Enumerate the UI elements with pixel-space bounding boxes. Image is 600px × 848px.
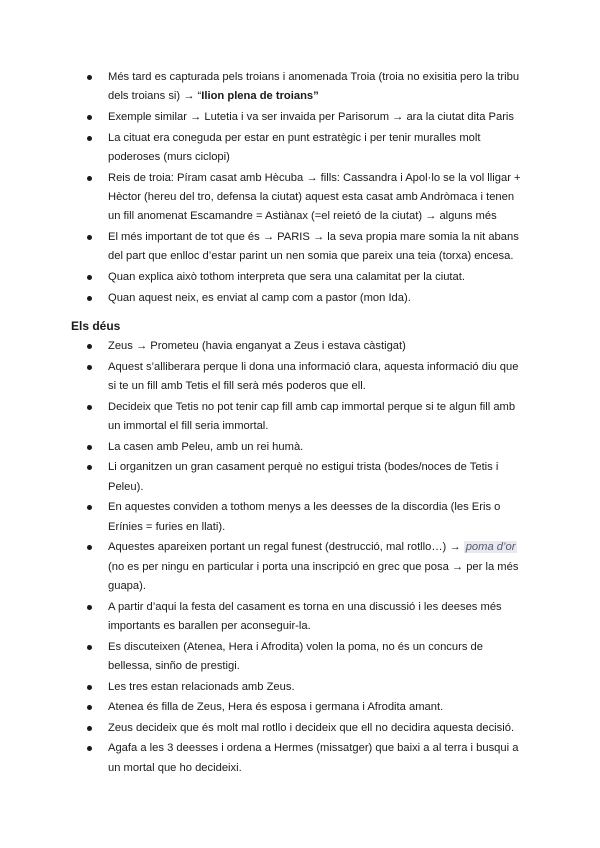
bullet-icon — [87, 344, 92, 349]
item-text: Les tres estan relacionads amb Zeus. — [108, 680, 295, 693]
list-item — [0, 268, 600, 287]
list-item — [0, 337, 600, 356]
list-item — [0, 129, 600, 168]
bullet-icon — [87, 136, 92, 141]
bullet-list-troia — [0, 68, 600, 309]
item-text: Quan explica això tothom interpreta que sera una calamitat per la ciutat. — [108, 271, 465, 283]
bullet-icon — [87, 505, 92, 510]
item-text: La cituat era coneguda per estar en punt estratègic i per tenir muralles molt poderoses (murs ciclopi) — [108, 131, 481, 163]
item-text: Zeus decideix que és molt mal rotllo i decideix que ell no decidira aquesta decisió. — [108, 721, 515, 734]
bullet-icon — [87, 176, 92, 181]
item-text: La casen amb Peleu, amb un rei humà. — [108, 440, 304, 453]
bullet-icon — [87, 75, 92, 80]
list-item — [0, 358, 600, 397]
list-item — [0, 289, 600, 308]
list-item — [0, 598, 600, 637]
item-text: Zeus → Prometeu (havia enganyat a Zeus i estava càstigat) — [108, 340, 406, 352]
section-heading: Els déus — [71, 319, 121, 333]
bullet-icon — [87, 465, 92, 470]
list-item — [0, 638, 600, 677]
list-item — [0, 108, 600, 127]
list-item — [0, 698, 600, 717]
item-text: Exemple similar → Lutetia i va ser invaida per Parisorum → ara la ciutat dita Paris — [108, 111, 515, 123]
item-text: Li organitzen un gran casament perquè no estigui trista (bodes/noces de Tetis i Peleu). — [108, 461, 499, 493]
list-item — [0, 498, 600, 537]
bullet-icon — [87, 365, 92, 370]
bullet-icon — [87, 275, 92, 280]
bullet-icon — [87, 235, 92, 240]
bullet-icon — [87, 445, 92, 450]
bullet-icon — [87, 545, 92, 550]
bullet-icon — [87, 705, 92, 710]
item-text: Més tard es capturada pels troians i anomenada Troia (troia no exisitia pero la tribu dels troians si) → “ — [108, 71, 520, 103]
list-item — [0, 739, 600, 778]
bullet-icon — [87, 726, 92, 731]
list-item — [0, 538, 600, 596]
bullet-icon — [87, 685, 92, 690]
item-text: El més important de tot que és → PARIS → la seva propia mare somia la nit abans del part que enlloc d’estar parint un nen somia que pareix una teia (torxa) encesa. — [108, 231, 519, 263]
item-text: Aquestes apareixen portant un regal funest (destrucció, mal rotllo…) → — [108, 541, 464, 554]
list-item — [0, 228, 600, 267]
item-text: Decideix que Tetis no pot tenir cap fill amb cap immortal perque si te algun fill amb un immortal el fill seria immortal. — [108, 400, 516, 432]
list-item — [0, 678, 600, 697]
item-text: Agafa a les 3 deesses i ordena a Hermes (missatger) que baixi a al terra i busqui a un mortal que ho decideixi. — [108, 742, 519, 774]
item-text: En aquestes conviden a tothom menys a les deesses de la discordia (les Eris o Erínies = furies en llati). — [108, 501, 501, 533]
bullet-icon — [87, 605, 92, 610]
list-item — [0, 68, 600, 107]
bullet-list-deus — [0, 337, 600, 779]
item-text: Atenea és filla de Zeus, Hera és esposa i germana i Afrodita amant. — [108, 701, 444, 714]
item-text: Aquest s’alliberara perque li dona una informació clara, aquesta informació diu que si te un fill amb Tetis el fill serà més poderos que ell. — [108, 360, 519, 392]
bullet-icon — [87, 296, 92, 301]
list-item — [0, 398, 600, 437]
list-item — [0, 458, 600, 497]
item-text: A partir d’aqui la festa del casament es torna en una discussió i les deeses més importants es barallen per aconseguir-la. — [108, 600, 502, 632]
item-text: Es discuteixen (Atenea, Hera i Afrodita) volen la poma, no és un concurs de bellessa, sinño de prestigi. — [108, 640, 483, 672]
list-item — [0, 438, 600, 457]
item-text: Quan aquest neix, es enviat al camp com a pastor (mon Ida). — [108, 291, 411, 304]
list-item — [0, 169, 600, 227]
highlighted-text: poma d’or — [465, 541, 516, 554]
list-item — [0, 719, 600, 738]
bullet-icon — [87, 746, 92, 751]
bullet-icon — [87, 115, 92, 120]
bullet-icon — [87, 645, 92, 650]
item-text: Reis de troia: Píram casat amb Hècuba → fills: Cassandra i Apol·lo se la vol lligar + Hèctor (hereu del tro, defensa la ciutat) aquest esta casat amb Andròmaca i tenen un fill anomenat Escamandre = Astiànax (=el reietó de la ciutat) → alguns més — [108, 171, 521, 223]
bullet-icon — [87, 405, 92, 410]
bold-text: Ilion plena de troians” — [201, 90, 319, 103]
item-text-continued: (no es per ningu en particular i porta una inscripció en grec que posa → per la més guapa). — [108, 560, 519, 592]
